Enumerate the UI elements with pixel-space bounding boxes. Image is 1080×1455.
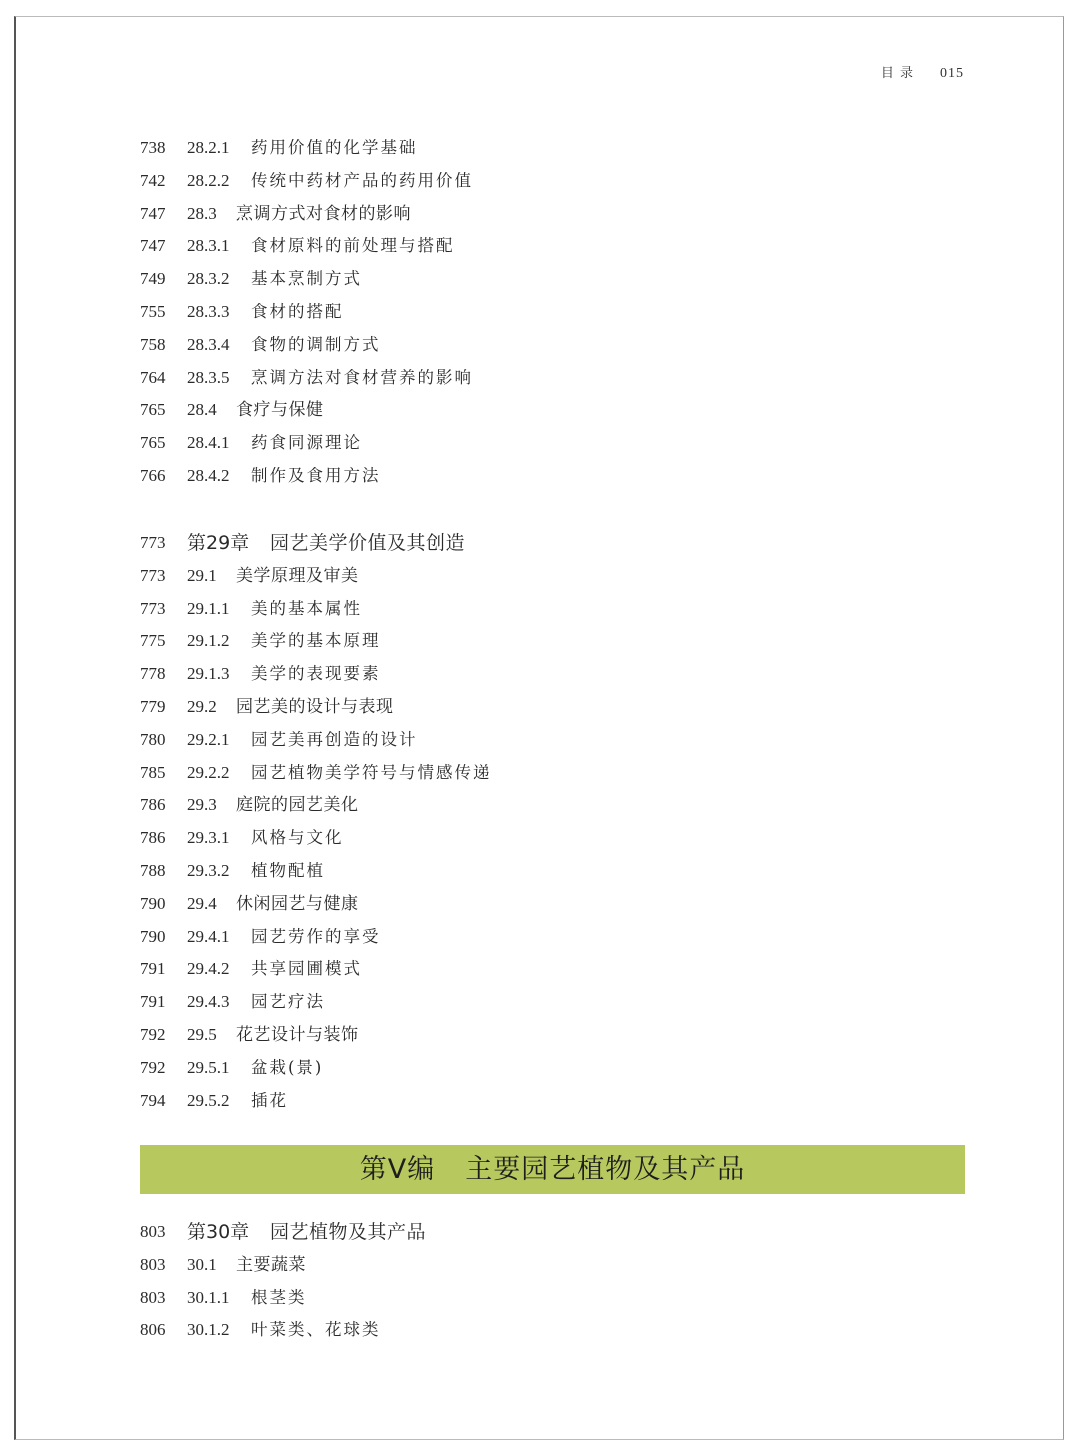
toc-section-number: 28.3 (187, 203, 217, 223)
toc-title: 食材的搭配 (251, 301, 344, 321)
toc-title: 共享园圃模式 (251, 959, 362, 979)
toc-section-number: 28.4.2 (187, 465, 230, 485)
toc-title: 园艺劳作的享受 (251, 926, 381, 946)
toc-entry (140, 394, 965, 427)
toc-entry (140, 1314, 965, 1347)
toc-entry (140, 198, 965, 231)
toc-section-number: 29.5.2 (187, 1090, 230, 1110)
toc-page-number: 749 (140, 269, 166, 289)
toc-title: 盆栽(景) (251, 1057, 324, 1077)
toc-page-number: 765 (140, 433, 166, 453)
toc-section-number: 29.4.1 (187, 926, 230, 946)
toc-title: 插花 (251, 1090, 288, 1110)
toc-title: 美学的基本原理 (251, 631, 381, 651)
toc-section-number: 28.4 (187, 400, 217, 420)
toc-entry (140, 560, 965, 593)
toc-section-number: 29.4.2 (187, 959, 230, 979)
toc-title: 美的基本属性 (251, 598, 362, 618)
toc-page-number: 738 (140, 138, 166, 157)
toc-entry (140, 921, 965, 954)
toc-entry (140, 757, 965, 790)
toc-title: 风格与文化 (251, 828, 344, 848)
toc-title: 园艺植物美学符号与情感传递 (251, 762, 492, 782)
toc-section-number: 29.1 (187, 565, 217, 585)
toc-section-number: 28.4.1 (187, 433, 230, 453)
toc-title: 美学原理及审美 (236, 565, 359, 586)
toc-title: 园艺美再创造的设计 (251, 729, 418, 749)
toc-section-number: 28.3.3 (187, 301, 230, 321)
toc-title: 植物配植 (251, 860, 325, 880)
toc-page-number: 773 (140, 598, 166, 618)
toc-block-chapter-28 (140, 132, 965, 493)
toc-title: 叶菜类、花球类 (251, 1320, 381, 1340)
toc-entry (140, 329, 965, 362)
toc-entry (140, 132, 965, 165)
toc-entry (140, 789, 965, 822)
toc-page-number: 788 (140, 860, 166, 880)
toc-section-number: 29.5.1 (187, 1057, 230, 1077)
toc-section-number: 29.2 (187, 696, 217, 716)
toc-title: 制作及食用方法 (251, 465, 381, 485)
toc-page-number: 766 (140, 465, 166, 485)
toc-entry (140, 658, 965, 691)
toc-page-number: 792 (140, 1024, 166, 1044)
toc-entry (140, 1216, 965, 1249)
toc-section-number: 28.2.2 (187, 170, 230, 190)
toc-page-number: 747 (140, 236, 166, 256)
part-banner (140, 1145, 965, 1194)
toc-entry (140, 1019, 965, 1052)
toc-title: 园艺疗法 (251, 992, 325, 1012)
toc-entry (140, 724, 965, 757)
toc-entry (140, 953, 965, 986)
toc-page-number: 803 (140, 1222, 166, 1241)
toc-page-number: 755 (140, 301, 166, 321)
toc-page-number: 773 (140, 565, 166, 585)
toc-page-number: 775 (140, 631, 166, 651)
toc-section-number: 30.1 (187, 1254, 217, 1274)
toc-page-number: 779 (140, 696, 166, 716)
toc-section-number: 29.4 (187, 893, 217, 913)
toc-title: 花艺设计与装饰 (236, 1024, 359, 1045)
toc-page-number: 791 (140, 992, 166, 1012)
toc-title: 烹调方式对食材的影响 (236, 203, 411, 224)
toc-page-number: 747 (140, 203, 166, 223)
toc-title: 食物的调制方式 (251, 334, 381, 354)
toc-entry (140, 230, 965, 263)
toc-title: 烹调方法对食材营养的影响 (251, 367, 473, 387)
toc-entry (140, 165, 965, 198)
running-head (881, 62, 964, 82)
toc-section-number: 29.2.2 (187, 762, 230, 782)
toc-page-number: 790 (140, 926, 166, 946)
toc-title: 药食同源理论 (251, 433, 362, 453)
header-label: 目 录 (880, 66, 914, 81)
toc-section-number: 第29章 (187, 532, 250, 554)
toc-page-number: 778 (140, 664, 166, 684)
toc-page-number: 773 (140, 533, 166, 552)
toc-section-number: 第30章 (187, 1221, 250, 1243)
toc-entry (140, 855, 965, 888)
toc-block-chapter-29 (140, 527, 965, 1117)
toc-section-number: 29.3.2 (187, 860, 230, 880)
toc-title: 基本烹制方式 (251, 269, 362, 289)
toc-section-number: 30.1.2 (187, 1320, 230, 1340)
toc-title: 园艺植物及其产品 (270, 1221, 427, 1243)
toc-title: 庭院的园艺美化 (236, 795, 359, 816)
header-page-number: 015 (940, 66, 964, 81)
toc-section-number: 28.3.2 (187, 269, 230, 289)
toc-page-number: 786 (140, 828, 166, 848)
toc-entry (140, 691, 965, 724)
toc-entry (140, 986, 965, 1019)
toc-section-number: 29.3.1 (187, 828, 230, 848)
toc-entry (140, 1085, 965, 1118)
toc-section-number: 28.2.1 (187, 138, 230, 157)
toc-page-number: 764 (140, 367, 166, 387)
toc-title: 药用价值的化学基础 (251, 138, 418, 157)
toc-page-number: 792 (140, 1057, 166, 1077)
toc-page-number: 806 (140, 1320, 166, 1340)
toc-title: 园艺美的设计与表现 (236, 696, 394, 717)
toc-page-number: 780 (140, 729, 166, 749)
toc-section-number: 29.1.3 (187, 664, 230, 684)
toc-entry (140, 888, 965, 921)
toc-title: 园艺美学价值及其创造 (270, 532, 466, 554)
toc-page-number: 758 (140, 334, 166, 354)
toc-page-number: 785 (140, 762, 166, 782)
toc-section-number: 28.3.1 (187, 236, 230, 256)
toc-section-number: 30.1.1 (187, 1287, 230, 1307)
toc-page-number: 791 (140, 959, 166, 979)
toc-entry (140, 625, 965, 658)
toc-page-number: 742 (140, 170, 166, 190)
toc-page-number: 803 (140, 1254, 166, 1274)
toc-section-number: 29.2.1 (187, 729, 230, 749)
toc-entry (140, 1249, 965, 1282)
toc-section-number: 29.1.2 (187, 631, 230, 651)
part-banner-part: 第Ⅴ编 (359, 1154, 436, 1185)
toc-section-number: 29.5 (187, 1024, 217, 1044)
toc-section-number: 29.1.1 (187, 598, 230, 618)
toc-section-number: 28.3.5 (187, 367, 230, 387)
part-banner-title: 主要园艺植物及其产品 (465, 1154, 746, 1185)
toc-entry (140, 593, 965, 626)
toc-block-chapter-30 (140, 1216, 965, 1347)
toc-title: 传统中药材产品的药用价值 (251, 170, 473, 190)
toc-title: 休闲园艺与健康 (236, 893, 359, 914)
toc-title: 食疗与保健 (236, 400, 324, 421)
toc-entry (140, 1282, 965, 1315)
toc-section-number: 29.4.3 (187, 992, 230, 1012)
toc-page-number: 794 (140, 1090, 166, 1110)
toc-entry (140, 460, 965, 493)
toc-page-number: 786 (140, 795, 166, 815)
toc-title: 美学的表现要素 (251, 664, 381, 684)
toc-entry (140, 527, 965, 560)
toc-entry (140, 427, 965, 460)
toc-section-number: 29.3 (187, 795, 217, 815)
toc-title: 主要蔬菜 (236, 1254, 306, 1275)
toc-entry (140, 296, 965, 329)
toc-page-number: 803 (140, 1287, 166, 1307)
toc-entry (140, 822, 965, 855)
toc-title: 食材原料的前处理与搭配 (251, 236, 455, 256)
toc-entry (140, 362, 965, 395)
toc-entry (140, 1052, 965, 1085)
toc-title: 根茎类 (251, 1287, 307, 1307)
toc-section-number: 28.3.4 (187, 334, 230, 354)
toc-entry (140, 263, 965, 296)
toc-page-number: 765 (140, 400, 166, 420)
toc-page-number: 790 (140, 893, 166, 913)
